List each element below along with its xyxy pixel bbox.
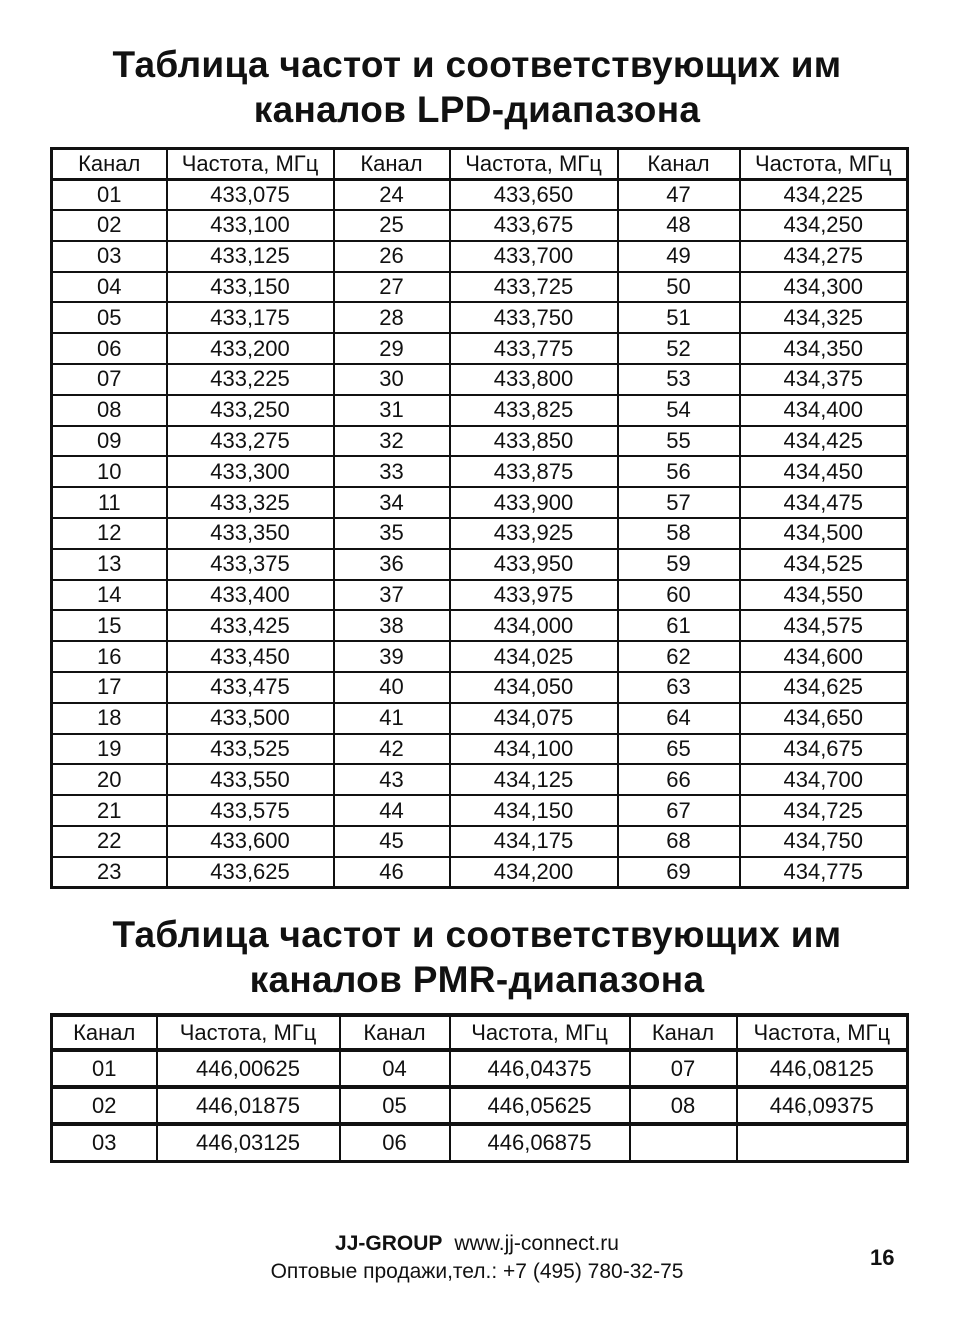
frequency-cell: 446,00625	[157, 1050, 340, 1087]
channel-cell: 40	[334, 672, 450, 703]
frequency-cell: 434,675	[740, 734, 908, 765]
frequency-cell: 446,05625	[450, 1087, 630, 1124]
frequency-cell: 434,025	[450, 641, 618, 672]
frequency-cell: 434,475	[740, 487, 908, 518]
table-row	[52, 426, 908, 457]
channel-cell: 43	[334, 764, 450, 795]
table-header-row	[52, 149, 908, 180]
frequency-cell: 433,250	[167, 395, 334, 426]
channel-cell: 16	[52, 641, 167, 672]
channel-cell: 04	[340, 1050, 450, 1087]
footer-line1	[0, 1232, 954, 1256]
frequency-cell: 433,100	[167, 210, 334, 241]
channel-cell: 65	[618, 734, 740, 765]
frequency-cell: 434,350	[740, 333, 908, 364]
table-row	[52, 456, 908, 487]
channel-cell: 64	[618, 703, 740, 734]
frequency-cell	[737, 1124, 908, 1161]
channel-cell: 23	[52, 857, 167, 888]
channel-cell: 35	[334, 518, 450, 549]
channel-cell: 02	[52, 210, 167, 241]
table-row	[52, 580, 908, 611]
frequency-cell: 434,250	[740, 210, 908, 241]
lpd-title-line1: Таблица частот и соответствующих им	[112, 44, 842, 85]
channel-cell: 01	[52, 179, 167, 210]
frequency-cell: 433,925	[450, 518, 618, 549]
frequency-cell: 433,600	[167, 826, 334, 857]
frequency-cell: Частота, МГц	[157, 1015, 340, 1050]
channel-cell: 12	[52, 518, 167, 549]
frequency-cell: 446,04375	[450, 1050, 630, 1087]
channel-cell: 56	[618, 456, 740, 487]
channel-cell: 17	[52, 672, 167, 703]
channel-cell: 55	[618, 426, 740, 457]
frequency-cell: 433,900	[450, 487, 618, 518]
table-row	[52, 734, 908, 765]
table-row	[52, 641, 908, 672]
website-link[interactable]: www.jj-connect.ru	[454, 1232, 619, 1255]
channel-cell: 07	[630, 1050, 737, 1087]
frequency-cell: 434,625	[740, 672, 908, 703]
frequency-cell: 434,325	[740, 302, 908, 333]
frequency-cell: 433,175	[167, 302, 334, 333]
frequency-cell: 433,500	[167, 703, 334, 734]
frequency-cell: 433,700	[450, 241, 618, 272]
table-header-row	[52, 1015, 908, 1050]
channel-cell: 39	[334, 641, 450, 672]
frequency-cell: 433,750	[450, 302, 618, 333]
frequency-cell: 434,200	[450, 857, 618, 888]
channel-cell: Канал	[334, 149, 450, 180]
table-row	[52, 179, 908, 210]
frequency-cell: 434,425	[740, 426, 908, 457]
lpd-title-line2: каналов LPD-диапазона	[253, 89, 701, 130]
channel-cell: 67	[618, 795, 740, 826]
channel-cell: 19	[52, 734, 167, 765]
frequency-cell: 433,525	[167, 734, 334, 765]
channel-cell: 06	[340, 1124, 450, 1161]
channel-cell: 20	[52, 764, 167, 795]
frequency-cell: 433,825	[450, 395, 618, 426]
table-row	[52, 610, 908, 641]
frequency-cell: 433,950	[450, 549, 618, 580]
channel-cell: 51	[618, 302, 740, 333]
channel-cell: 62	[618, 641, 740, 672]
frequency-cell: 434,125	[450, 764, 618, 795]
channel-cell: 06	[52, 333, 167, 364]
frequency-cell: 434,375	[740, 364, 908, 395]
channel-cell: 38	[334, 610, 450, 641]
channel-cell: 53	[618, 364, 740, 395]
channel-cell: 46	[334, 857, 450, 888]
channel-cell: 47	[618, 179, 740, 210]
channel-cell: 66	[618, 764, 740, 795]
table-row	[52, 487, 908, 518]
frequency-cell: 433,575	[167, 795, 334, 826]
channel-cell: 61	[618, 610, 740, 641]
frequency-cell: 446,06875	[450, 1124, 630, 1161]
frequency-cell: 433,300	[167, 456, 334, 487]
channel-cell: 50	[618, 272, 740, 303]
channel-cell: 36	[334, 549, 450, 580]
channel-cell: 14	[52, 580, 167, 611]
frequency-cell: 433,775	[450, 333, 618, 364]
channel-cell: 29	[334, 333, 450, 364]
table-row	[52, 703, 908, 734]
frequency-cell: 434,500	[740, 518, 908, 549]
page-number: 16	[870, 1245, 895, 1270]
frequency-cell: 433,475	[167, 672, 334, 703]
channel-cell: 05	[52, 302, 167, 333]
channel-cell: 45	[334, 826, 450, 857]
channel-cell: 69	[618, 857, 740, 888]
frequency-cell: Частота, МГц	[450, 149, 618, 180]
frequency-cell: 433,325	[167, 487, 334, 518]
channel-cell: 32	[334, 426, 450, 457]
frequency-cell: 434,075	[450, 703, 618, 734]
frequency-cell: 434,150	[450, 795, 618, 826]
channel-cell: 34	[334, 487, 450, 518]
table-row	[52, 549, 908, 580]
table-row	[52, 241, 908, 272]
table-row	[52, 672, 908, 703]
table-row	[52, 395, 908, 426]
channel-cell	[630, 1124, 737, 1161]
frequency-cell: 433,350	[167, 518, 334, 549]
frequency-cell: 434,550	[740, 580, 908, 611]
frequency-cell: 434,775	[740, 857, 908, 888]
frequency-cell: 433,275	[167, 426, 334, 457]
channel-cell: 63	[618, 672, 740, 703]
frequency-cell: 446,09375	[737, 1087, 908, 1124]
channel-cell: Канал	[52, 1015, 157, 1050]
channel-cell: 33	[334, 456, 450, 487]
channel-cell: 44	[334, 795, 450, 826]
channel-cell: 02	[52, 1087, 157, 1124]
channel-cell: 48	[618, 210, 740, 241]
sales-contact: Оптовые продажи,тел.: +7 (495) 780-32-75	[270, 1260, 684, 1283]
channel-cell: 08	[52, 395, 167, 426]
frequency-cell: 434,000	[450, 610, 618, 641]
frequency-cell: 433,075	[167, 179, 334, 210]
channel-cell: 68	[618, 826, 740, 857]
frequency-cell: 434,700	[740, 764, 908, 795]
frequency-cell: Частота, МГц	[167, 149, 334, 180]
channel-cell: 52	[618, 333, 740, 364]
channel-cell: 57	[618, 487, 740, 518]
table-row	[52, 1050, 908, 1087]
lpd-frequency-table	[50, 147, 909, 889]
frequency-cell: 433,725	[450, 272, 618, 303]
frequency-cell: 433,875	[450, 456, 618, 487]
frequency-cell: 434,050	[450, 672, 618, 703]
channel-cell: 05	[340, 1087, 450, 1124]
table-row	[52, 302, 908, 333]
frequency-cell: 433,400	[167, 580, 334, 611]
table-row	[52, 764, 908, 795]
table-row	[52, 826, 908, 857]
channel-cell: 27	[334, 272, 450, 303]
channel-cell: Канал	[52, 149, 167, 180]
frequency-cell: 434,100	[450, 734, 618, 765]
frequency-cell: 434,300	[740, 272, 908, 303]
frequency-cell: 433,650	[450, 179, 618, 210]
channel-cell: Канал	[618, 149, 740, 180]
channel-cell: 26	[334, 241, 450, 272]
table-row	[52, 210, 908, 241]
channel-cell: 42	[334, 734, 450, 765]
channel-cell: 58	[618, 518, 740, 549]
channel-cell: Канал	[630, 1015, 737, 1050]
frequency-cell: 434,525	[740, 549, 908, 580]
channel-cell: Канал	[340, 1015, 450, 1050]
channel-cell: 21	[52, 795, 167, 826]
table-row	[52, 518, 908, 549]
frequency-cell: 433,375	[167, 549, 334, 580]
channel-cell: 60	[618, 580, 740, 611]
channel-cell: 18	[52, 703, 167, 734]
frequency-cell: 433,200	[167, 333, 334, 364]
frequency-cell: 433,625	[167, 857, 334, 888]
table-row	[52, 857, 908, 888]
channel-cell: 15	[52, 610, 167, 641]
frequency-cell: 434,225	[740, 179, 908, 210]
channel-cell: 01	[52, 1050, 157, 1087]
channel-cell: 49	[618, 241, 740, 272]
frequency-cell: 446,03125	[157, 1124, 340, 1161]
frequency-cell: Частота, МГц	[740, 149, 908, 180]
channel-cell: 04	[52, 272, 167, 303]
channel-cell: 08	[630, 1087, 737, 1124]
frequency-cell: 433,125	[167, 241, 334, 272]
channel-cell: 37	[334, 580, 450, 611]
channel-cell: 09	[52, 426, 167, 457]
channel-cell: 10	[52, 456, 167, 487]
frequency-cell: 434,450	[740, 456, 908, 487]
frequency-cell: 434,725	[740, 795, 908, 826]
channel-cell: 13	[52, 549, 167, 580]
table-row	[52, 364, 908, 395]
channel-cell: 03	[52, 1124, 157, 1161]
frequency-cell: 434,575	[740, 610, 908, 641]
frequency-cell: 433,975	[450, 580, 618, 611]
frequency-cell: 434,750	[740, 826, 908, 857]
channel-cell: 25	[334, 210, 450, 241]
channel-cell: 24	[334, 179, 450, 210]
channel-cell: 07	[52, 364, 167, 395]
frequency-cell: 433,225	[167, 364, 334, 395]
frequency-cell: 434,600	[740, 641, 908, 672]
frequency-cell: 433,550	[167, 764, 334, 795]
table-row	[52, 1124, 908, 1161]
channel-cell: 22	[52, 826, 167, 857]
channel-cell: 54	[618, 395, 740, 426]
channel-cell: 11	[52, 487, 167, 518]
channel-cell: 28	[334, 302, 450, 333]
frequency-cell: 433,675	[450, 210, 618, 241]
brand-name: JJ-GROUP	[335, 1232, 443, 1255]
channel-cell: 30	[334, 364, 450, 395]
frequency-cell: 433,150	[167, 272, 334, 303]
frequency-cell: 434,175	[450, 826, 618, 857]
channel-cell: 03	[52, 241, 167, 272]
frequency-cell: 433,800	[450, 364, 618, 395]
frequency-cell: 434,275	[740, 241, 908, 272]
pmr-title-line2: каналов PMR-диапазона	[249, 959, 705, 1000]
table-row	[52, 333, 908, 364]
channel-cell: 31	[334, 395, 450, 426]
frequency-cell: 433,425	[167, 610, 334, 641]
frequency-cell: 446,08125	[737, 1050, 908, 1087]
frequency-cell: Частота, МГц	[737, 1015, 908, 1050]
frequency-cell: 434,650	[740, 703, 908, 734]
pmr-frequency-table	[50, 1013, 909, 1163]
table-row	[52, 795, 908, 826]
table-row	[52, 1087, 908, 1124]
pmr-title-line1: Таблица частот и соответствующих им	[112, 914, 842, 955]
frequency-cell: 446,01875	[157, 1087, 340, 1124]
channel-cell: 41	[334, 703, 450, 734]
table-row	[52, 272, 908, 303]
frequency-cell: 434,400	[740, 395, 908, 426]
frequency-cell: Частота, МГц	[450, 1015, 630, 1050]
channel-cell: 59	[618, 549, 740, 580]
frequency-cell: 433,450	[167, 641, 334, 672]
frequency-cell: 433,850	[450, 426, 618, 457]
